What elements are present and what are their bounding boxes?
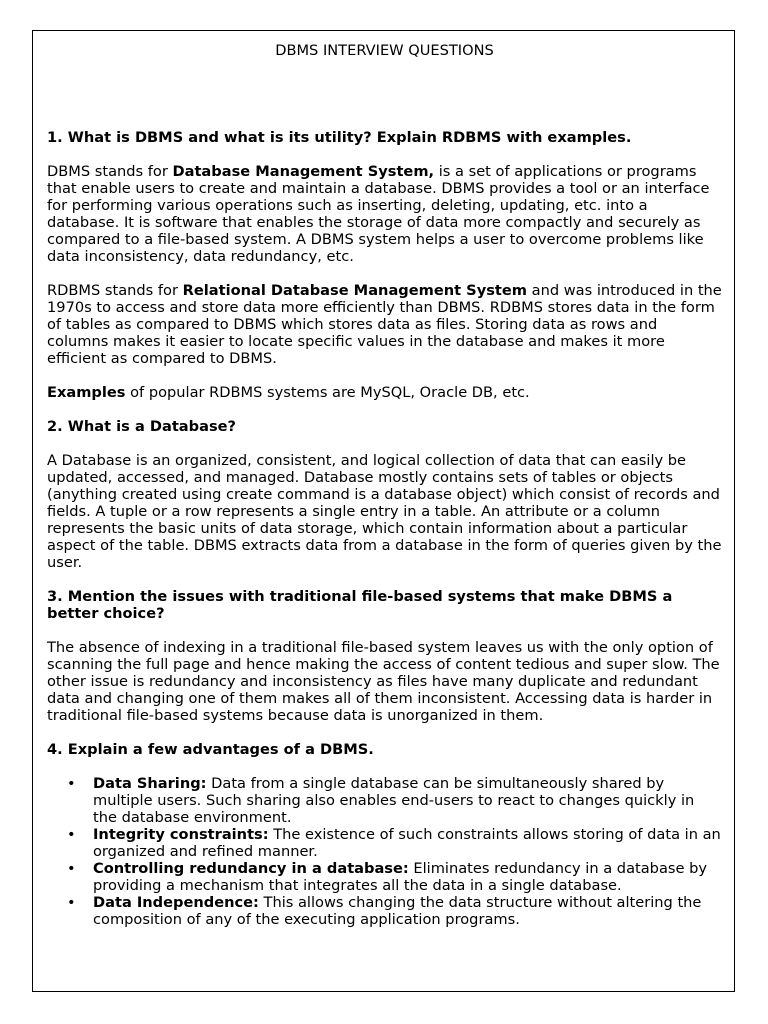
- text-run: Data from a single database can be simultaneously shared by multiple users. Such sharing also enables end-users to react to changes quickly in the database environment.: [93, 775, 695, 826]
- text-run: is a set of applications or programs that enable users to create and maintain a database. DBMS provides a tool or an interface for performing various operations such as inserting, deleting, updating, etc. into a database. It is software that enables the storage of data more compactly and securely as compared to a file-based system. A DBMS system helps a user to overcome problems like data inconsistency, data redundancy, etc.: [47, 163, 710, 265]
- list-item: [47, 826, 722, 860]
- text-run: The existence of such constraints allows storing of data in an organized and refined manner.: [93, 826, 721, 860]
- question-3-heading: 3. Mention the issues with traditional file-based systems that make DBMS a better choice?: [47, 588, 673, 622]
- bold-term: Data Independence:: [93, 894, 259, 911]
- bullet-icon: •: [67, 860, 76, 877]
- text-run: RDBMS stands for: [47, 282, 183, 299]
- bullet-icon: •: [67, 775, 76, 792]
- q1-paragraph-examples: [47, 384, 722, 401]
- bold-term: Controlling redundancy in a database:: [93, 860, 409, 877]
- text-run: of popular RDBMS systems are MySQL, Oracle DB, etc.: [125, 384, 530, 401]
- question-2-heading: 2. What is a Database?: [47, 418, 236, 435]
- question-1-heading: 1. What is DBMS and what is its utility? Explain RDBMS with examples.: [47, 129, 632, 146]
- document-body: [47, 42, 722, 928]
- text-run: Eliminates redundancy in a database by providing a mechanism that integrates all the data in a single database.: [93, 860, 708, 894]
- bold-term: Database Management System,: [172, 163, 435, 180]
- list-item: [47, 775, 722, 826]
- bullet-icon: •: [67, 894, 76, 911]
- q1-paragraph-dbms: [47, 163, 722, 265]
- list-item: [47, 860, 722, 894]
- q1-paragraph-rdbms: [47, 282, 722, 367]
- bold-term: Integrity constraints:: [93, 826, 269, 843]
- question-4-heading: 4. Explain a few advantages of a DBMS.: [47, 741, 374, 758]
- advantages-list: [47, 775, 722, 928]
- text-run: DBMS stands for: [47, 163, 173, 180]
- bullet-icon: •: [67, 826, 76, 843]
- text-run: and was introduced in the 1970s to access and store data more efficiently than DBMS. RDBMS stores data in the form of tables as compared to DBMS which stores data as files. Storing data as rows and columns makes it easier to locate specific values in the database and makes it more efficient as compared to DBMS.: [47, 282, 722, 367]
- bold-term: Relational Database Management System: [182, 282, 527, 299]
- text-run: This allows changing the data structure without altering the composition of any of the executing application programs.: [93, 894, 702, 928]
- document-title: DBMS INTERVIEW QUESTIONS: [275, 42, 494, 59]
- bold-term: Data Sharing:: [93, 775, 207, 792]
- list-item: [47, 894, 722, 928]
- bold-term: Examples: [47, 384, 126, 401]
- q3-paragraph: The absence of indexing in a traditional file-based system leaves us with the only option of scanning the full page and hence making the access of content tedious and super slow. The other issue is redundancy and inconsistency as files have many duplicate and redundant data and changing one of them makes all of them inconsistent. Accessing data is harder in traditional file-based systems because data is unorganized in them.: [47, 639, 720, 724]
- q2-paragraph: A Database is an organized, consistent, and logical collection of data that can easily be updated, accessed, and managed. Database mostly contains sets of tables or objects (anything created using create command is a database object) which consist of records and fields. A tuple or a row represents a single entry in a table. An attribute or a column represents the basic units of data storage, which contain information about a particular aspect of the table. DBMS extracts data from a database in the form of queries given by the user.: [47, 452, 722, 571]
